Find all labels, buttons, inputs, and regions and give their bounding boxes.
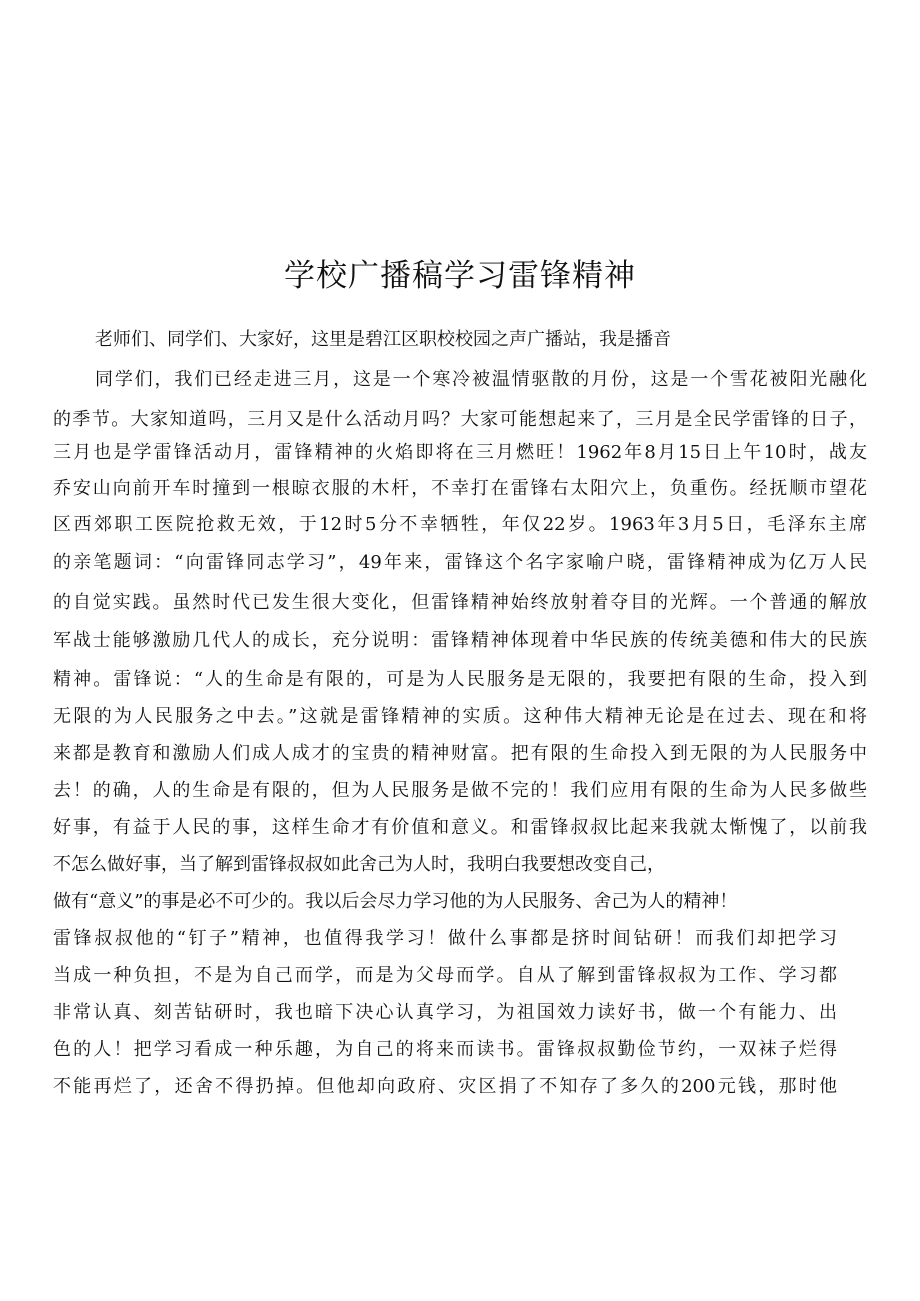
body-line: 好事，有益于人民的事，这样生命才有价值和意义。和雷锋叔叔比起来我就太惭愧了，以前我 — [53, 817, 867, 838]
body-line: 不怎么做好事，当了解到雷锋叔叔如此舍己为人时，我明白我要想改变自己， — [53, 854, 665, 875]
body-line: 三月也是学雷锋活动月，雷锋精神的火焰即将在三月燃旺！1962年8月15日上午10时，战友 — [53, 442, 867, 463]
body-line: 去！的确，人的生命是有限的，但为人民服务是做不完的！我们应用有限的生命为人民多做些 — [53, 780, 867, 801]
body-line: 精神。雷锋说：“人的生命是有限的，可是为人民服务是无限的，我要把有限的生命，投入到 — [53, 669, 867, 690]
document-title: 学校广播稿学习雷锋精神 — [284, 258, 636, 294]
body-line: 来都是教育和激励人们成人成才的宝贵的精神财富。把有限的生命投入到无限的为人民服务中 — [53, 743, 867, 764]
body-line: 军战士能够激励几代人的成长，充分说明：雷锋精神体现着中华民族的传统美德和伟大的民族 — [53, 630, 867, 651]
body-line: 乔安山向前开车时撞到一根晾衣服的木杆，不幸打在雷锋右太阳穴上，负重伤。经抚顺市望花 — [53, 478, 867, 499]
body-line: 雷锋叔叔他的“钉子”精神，也值得我学习！做什么事都是挤时间钻研！而我们却把学习 — [53, 928, 837, 949]
body-line: 的季节。大家知道吗，三月又是什么活动月吗？大家可能想起来了，三月是全民学雷锋的日子， — [53, 409, 867, 430]
greeting-line: 老师们、同学们、大家好，这里是碧江区职校校园之声广播站，我是播音 — [95, 329, 671, 350]
body-line: 非常认真、刻苦钻研时，我也暗下决心认真学习，为祖国效力读好书，做一个有能力、出 — [53, 1002, 837, 1023]
body-line: 同学们，我们已经走进三月，这是一个寒冷被温情驱散的月份，这是一个雪花被阳光融化 — [95, 369, 867, 390]
body-line: 的亲笔题词：“向雷锋同志学习”，49年来，雷锋这个名字家喻户晓，雷锋精神成为亿万人民 — [53, 552, 867, 573]
body-line: 色的人！把学习看成一种乐趣，为自己的将来而读书。雷锋叔叔勤俭节约，一双袜子烂得 — [53, 1039, 837, 1060]
body-line: 的自觉实践。虽然时代已发生很大变化，但雷锋精神始终放射着夺目的光辉。一个普通的解放 — [53, 592, 867, 613]
body-line: 做有“意义”的事是必不可少的。我以后会尽力学习他的为人民服务、舍己为人的精神！ — [53, 891, 738, 912]
body-line: 区西郊职工医院抢救无效，于12时5分不幸牺牲，年仅22岁。1963年3月5日，毛泽东主席 — [53, 514, 867, 535]
body-line: 无限的为人民服务之中去。”这就是雷锋精神的实质。这种伟大精神无论是在过去、现在和将 — [53, 706, 867, 727]
body-line: 不能再烂了，还舍不得扔掉。但他却向政府、灾区捐了不知存了多久的200元钱，那时他 — [53, 1076, 837, 1097]
body-line: 当成一种负担，不是为自己而学，而是为父母而学。自从了解到雷锋叔叔为工作、学习都 — [53, 965, 837, 986]
